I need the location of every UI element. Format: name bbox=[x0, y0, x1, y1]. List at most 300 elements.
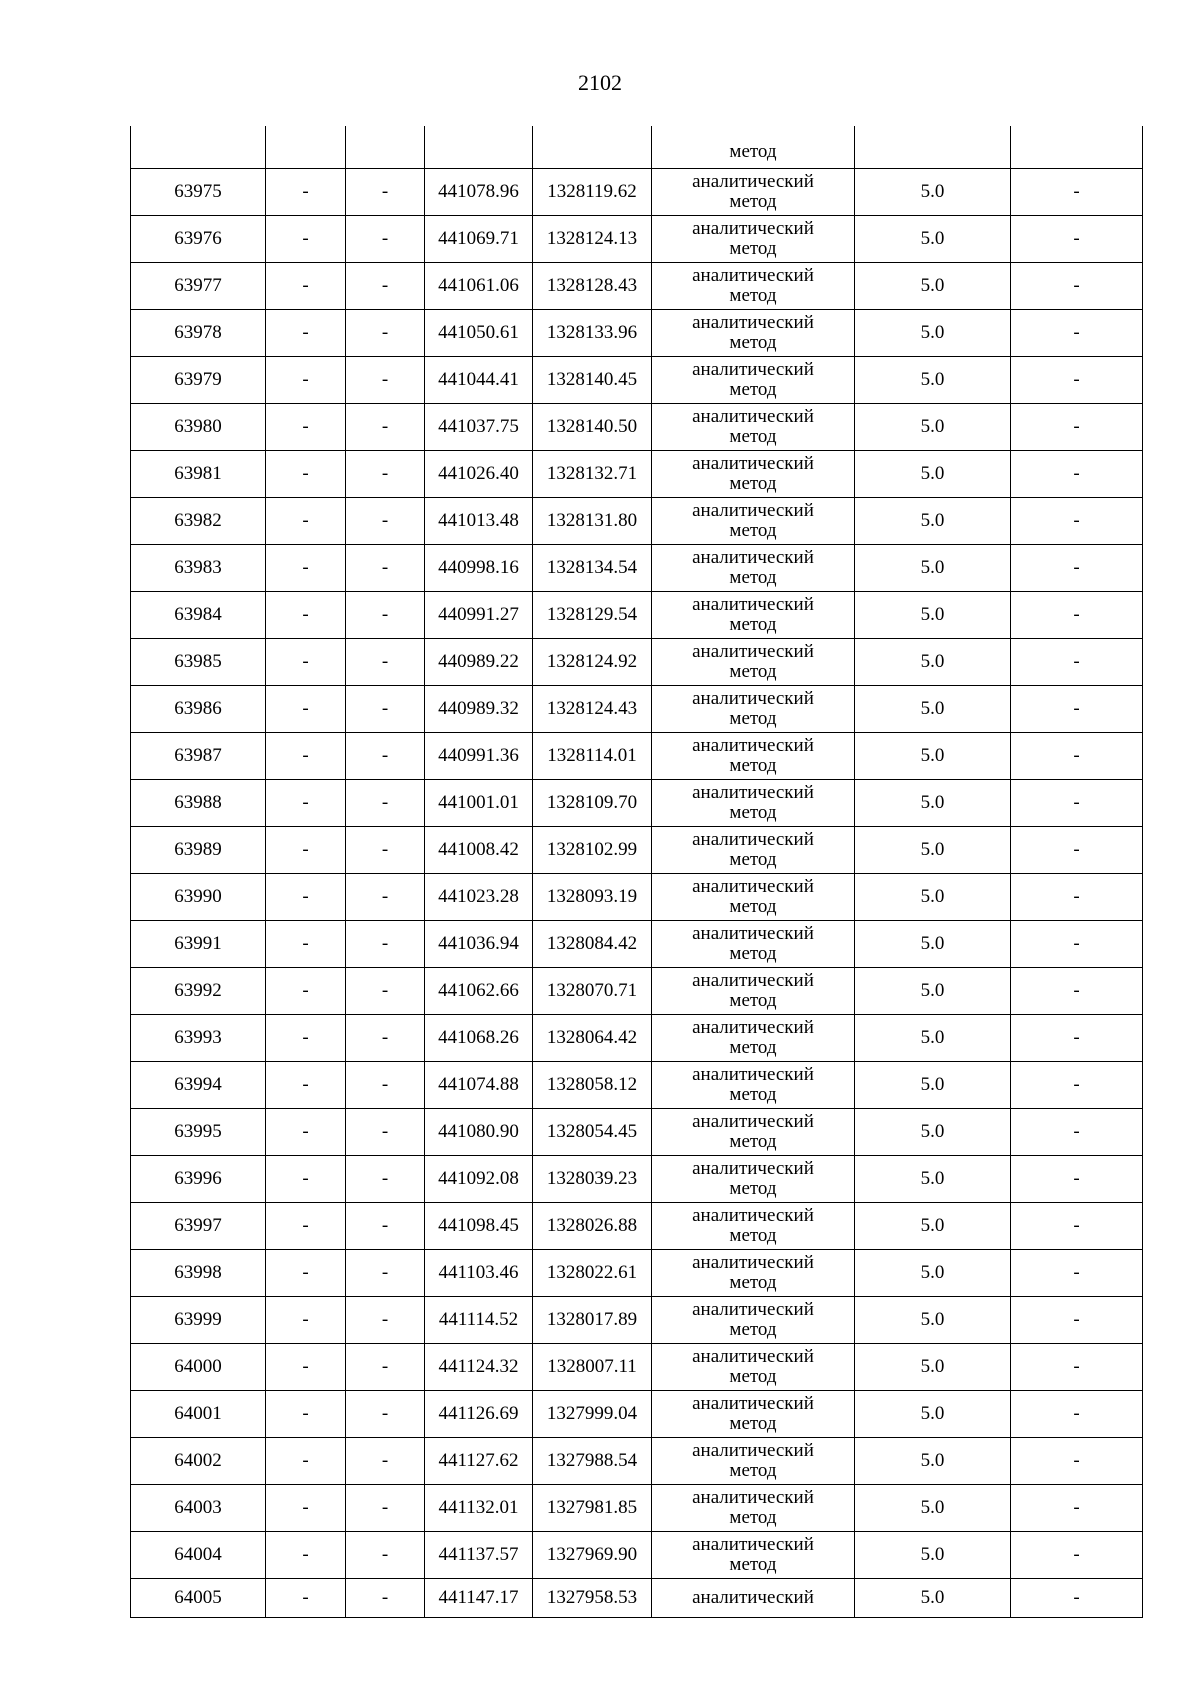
cell-num: 63991 bbox=[131, 921, 266, 968]
method-line-2: метод bbox=[729, 849, 777, 870]
cell-c2: - bbox=[266, 216, 346, 263]
method-line-1: аналитический bbox=[692, 1299, 814, 1320]
method-line-2: метод bbox=[729, 520, 777, 541]
cell-accuracy: 5.0 bbox=[855, 310, 1011, 357]
method-line-2: метод bbox=[729, 379, 777, 400]
method-line-2: метод bbox=[729, 708, 777, 729]
cell-y: 1328022.61 bbox=[533, 1250, 652, 1297]
cell-c8: - bbox=[1011, 1438, 1143, 1485]
cell-accuracy: 5.0 bbox=[855, 686, 1011, 733]
cell-accuracy: 5.0 bbox=[855, 1579, 1011, 1618]
cell-method: метод bbox=[652, 126, 855, 169]
method-line-2: метод bbox=[729, 426, 777, 447]
table-row bbox=[131, 921, 1143, 968]
cell-x: 441092.08 bbox=[425, 1156, 533, 1203]
cell-y: 1328109.70 bbox=[533, 780, 652, 827]
table-row bbox=[131, 1062, 1143, 1109]
cell-c3: - bbox=[346, 310, 425, 357]
cell-accuracy: 5.0 bbox=[855, 780, 1011, 827]
method-line-2: метод bbox=[729, 285, 777, 306]
cell-x: 441127.62 bbox=[425, 1438, 533, 1485]
cell-num: 63999 bbox=[131, 1297, 266, 1344]
cell-x: 441080.90 bbox=[425, 1109, 533, 1156]
cell-method bbox=[652, 592, 855, 639]
cell-accuracy: 5.0 bbox=[855, 1109, 1011, 1156]
cell-y bbox=[533, 126, 652, 169]
cell-num: 63989 bbox=[131, 827, 266, 874]
cell-accuracy: 5.0 bbox=[855, 874, 1011, 921]
method-line-2: метод bbox=[729, 191, 777, 212]
cell-x: 441137.57 bbox=[425, 1532, 533, 1579]
cell-method bbox=[652, 780, 855, 827]
cell-num: 63980 bbox=[131, 404, 266, 451]
cell-accuracy: 5.0 bbox=[855, 451, 1011, 498]
cell-c3: - bbox=[346, 169, 425, 216]
cell-accuracy: 5.0 bbox=[855, 1250, 1011, 1297]
method-line-1: аналитический bbox=[692, 923, 814, 944]
cell-x: 441069.71 bbox=[425, 216, 533, 263]
method-line-1: аналитический bbox=[692, 641, 814, 662]
method-line-1: аналитический bbox=[692, 312, 814, 333]
cell-y: 1328007.11 bbox=[533, 1344, 652, 1391]
cell-c2: - bbox=[266, 1438, 346, 1485]
cell-method bbox=[652, 1297, 855, 1344]
cell-accuracy: 5.0 bbox=[855, 968, 1011, 1015]
cell-method bbox=[652, 921, 855, 968]
cell-c2: - bbox=[266, 451, 346, 498]
cell-y: 1328129.54 bbox=[533, 592, 652, 639]
cell-y: 1328058.12 bbox=[533, 1062, 652, 1109]
method-line-2: метод bbox=[729, 1507, 777, 1528]
method-line-2: метод bbox=[729, 1319, 777, 1340]
cell-accuracy: 5.0 bbox=[855, 357, 1011, 404]
cell-accuracy: 5.0 bbox=[855, 733, 1011, 780]
cell-y: 1328124.43 bbox=[533, 686, 652, 733]
method-line-2: метод bbox=[729, 1037, 777, 1058]
method-line-1: аналитический bbox=[692, 688, 814, 709]
cell-c2: - bbox=[266, 1109, 346, 1156]
cell-x: 441023.28 bbox=[425, 874, 533, 921]
method-line-1: аналитический bbox=[692, 1587, 814, 1608]
cell-c3: - bbox=[346, 1297, 425, 1344]
cell-c3: - bbox=[346, 1062, 425, 1109]
cell-x: 441013.48 bbox=[425, 498, 533, 545]
cell-method bbox=[652, 639, 855, 686]
cell-method bbox=[652, 1532, 855, 1579]
method-line-1: аналитический bbox=[692, 265, 814, 286]
cell-c8: - bbox=[1011, 1203, 1143, 1250]
cell-num: 63976 bbox=[131, 216, 266, 263]
cell-accuracy: 5.0 bbox=[855, 1156, 1011, 1203]
cell-x bbox=[425, 126, 533, 169]
cell-method bbox=[652, 545, 855, 592]
method-line-1: аналитический bbox=[692, 171, 814, 192]
page-number: 2102 bbox=[578, 70, 622, 95]
cell-c2: - bbox=[266, 1391, 346, 1438]
cell-c8: - bbox=[1011, 639, 1143, 686]
cell-accuracy: 5.0 bbox=[855, 1297, 1011, 1344]
cell-method bbox=[652, 451, 855, 498]
cell-num: 63996 bbox=[131, 1156, 266, 1203]
table-row bbox=[131, 169, 1143, 216]
cell-num: 63985 bbox=[131, 639, 266, 686]
cell-c3: - bbox=[346, 1485, 425, 1532]
cell-c3: - bbox=[346, 545, 425, 592]
table-row bbox=[131, 639, 1143, 686]
cell-x: 441026.40 bbox=[425, 451, 533, 498]
cell-accuracy: 5.0 bbox=[855, 827, 1011, 874]
table-row bbox=[131, 1109, 1143, 1156]
method-line-1: аналитический bbox=[692, 500, 814, 521]
cell-num: 63986 bbox=[131, 686, 266, 733]
cell-y: 1328140.50 bbox=[533, 404, 652, 451]
cell-x: 440991.36 bbox=[425, 733, 533, 780]
cell-accuracy: 5.0 bbox=[855, 1062, 1011, 1109]
table-row bbox=[131, 1250, 1143, 1297]
cell-y: 1328133.96 bbox=[533, 310, 652, 357]
cell-method bbox=[652, 1062, 855, 1109]
cell-x: 441037.75 bbox=[425, 404, 533, 451]
cell-num: 63977 bbox=[131, 263, 266, 310]
cell-accuracy bbox=[855, 126, 1011, 169]
cell-y: 1328131.80 bbox=[533, 498, 652, 545]
cell-num: 63984 bbox=[131, 592, 266, 639]
cell-c2: - bbox=[266, 780, 346, 827]
table-row bbox=[131, 733, 1143, 780]
method-line-2: метод bbox=[729, 896, 777, 917]
cell-c8: - bbox=[1011, 451, 1143, 498]
cell-c2: - bbox=[266, 498, 346, 545]
cell-c3: - bbox=[346, 1579, 425, 1618]
table-row bbox=[131, 968, 1143, 1015]
table-row bbox=[131, 310, 1143, 357]
cell-c2: - bbox=[266, 639, 346, 686]
table-row bbox=[131, 874, 1143, 921]
cell-method bbox=[652, 357, 855, 404]
cell-accuracy: 5.0 bbox=[855, 1203, 1011, 1250]
table-row bbox=[131, 1156, 1143, 1203]
cell-x: 441114.52 bbox=[425, 1297, 533, 1344]
cell-c3: - bbox=[346, 451, 425, 498]
cell-y: 1328064.42 bbox=[533, 1015, 652, 1062]
cell-method bbox=[652, 1391, 855, 1438]
table-row bbox=[131, 1579, 1143, 1618]
method-line-1: аналитический bbox=[692, 453, 814, 474]
cell-c3: - bbox=[346, 827, 425, 874]
cell-x: 441132.01 bbox=[425, 1485, 533, 1532]
cell-c3: - bbox=[346, 968, 425, 1015]
cell-method bbox=[652, 733, 855, 780]
cell-c2: - bbox=[266, 968, 346, 1015]
cell-x: 441078.96 bbox=[425, 169, 533, 216]
cell-c8: - bbox=[1011, 874, 1143, 921]
cell-c8: - bbox=[1011, 686, 1143, 733]
cell-c8: - bbox=[1011, 1109, 1143, 1156]
cell-c8: - bbox=[1011, 404, 1143, 451]
method-line-2: метод bbox=[729, 567, 777, 588]
method-line-1: аналитический bbox=[692, 876, 814, 897]
cell-c3: - bbox=[346, 921, 425, 968]
cell-x: 441103.46 bbox=[425, 1250, 533, 1297]
cell-y: 1328124.92 bbox=[533, 639, 652, 686]
method-line-2: метод bbox=[729, 1366, 777, 1387]
cell-c8: - bbox=[1011, 827, 1143, 874]
cell-method bbox=[652, 1156, 855, 1203]
method-line-2: метод bbox=[729, 1272, 777, 1293]
cell-c8: - bbox=[1011, 1062, 1143, 1109]
cell-x: 441062.66 bbox=[425, 968, 533, 1015]
cell-c8: - bbox=[1011, 263, 1143, 310]
cell-x: 441050.61 bbox=[425, 310, 533, 357]
cell-x: 440998.16 bbox=[425, 545, 533, 592]
cell-num: 63998 bbox=[131, 1250, 266, 1297]
cell-y: 1328084.42 bbox=[533, 921, 652, 968]
cell-num bbox=[131, 126, 266, 169]
continuation-row bbox=[131, 126, 1143, 169]
cell-y: 1328017.89 bbox=[533, 1297, 652, 1344]
cell-num: 63993 bbox=[131, 1015, 266, 1062]
cell-accuracy: 5.0 bbox=[855, 1532, 1011, 1579]
table-row bbox=[131, 357, 1143, 404]
cell-c2: - bbox=[266, 921, 346, 968]
cell-num: 63981 bbox=[131, 451, 266, 498]
cell-num: 63990 bbox=[131, 874, 266, 921]
cell-c8: - bbox=[1011, 498, 1143, 545]
cell-method bbox=[652, 1203, 855, 1250]
cell-method bbox=[652, 310, 855, 357]
method-line-2: метод bbox=[729, 1460, 777, 1481]
cell-c2: - bbox=[266, 1532, 346, 1579]
cell-c8: - bbox=[1011, 310, 1143, 357]
cell-num: 64005 bbox=[131, 1579, 266, 1618]
method-line-1: аналитический bbox=[692, 829, 814, 850]
table-row bbox=[131, 1532, 1143, 1579]
cell-accuracy: 5.0 bbox=[855, 263, 1011, 310]
cell-num: 64003 bbox=[131, 1485, 266, 1532]
method-line-2: метод bbox=[729, 661, 777, 682]
cell-num: 63975 bbox=[131, 169, 266, 216]
cell-c3: - bbox=[346, 1344, 425, 1391]
cell-c2: - bbox=[266, 169, 346, 216]
cell-x: 441098.45 bbox=[425, 1203, 533, 1250]
cell-c2: - bbox=[266, 1344, 346, 1391]
cell-accuracy: 5.0 bbox=[855, 545, 1011, 592]
cell-c3: - bbox=[346, 780, 425, 827]
cell-c3: - bbox=[346, 1532, 425, 1579]
cell-x: 440991.27 bbox=[425, 592, 533, 639]
cell-y: 1328026.88 bbox=[533, 1203, 652, 1250]
method-line-1: аналитический bbox=[692, 1111, 814, 1132]
method-line-1: аналитический bbox=[692, 1487, 814, 1508]
cell-c8: - bbox=[1011, 1532, 1143, 1579]
cell-method bbox=[652, 1485, 855, 1532]
cell-y: 1328128.43 bbox=[533, 263, 652, 310]
cell-accuracy: 5.0 bbox=[855, 1015, 1011, 1062]
method-line-1: аналитический bbox=[692, 1252, 814, 1273]
cell-y: 1328102.99 bbox=[533, 827, 652, 874]
cell-accuracy: 5.0 bbox=[855, 1485, 1011, 1532]
cell-c2: - bbox=[266, 874, 346, 921]
table-row bbox=[131, 686, 1143, 733]
cell-num: 63995 bbox=[131, 1109, 266, 1156]
method-line-2: метод bbox=[729, 614, 777, 635]
cell-y: 1328119.62 bbox=[533, 169, 652, 216]
cell-x: 441008.42 bbox=[425, 827, 533, 874]
method-line-1: аналитический bbox=[692, 1158, 814, 1179]
method-line-2: метод bbox=[729, 473, 777, 494]
method-line-2: метод bbox=[729, 1178, 777, 1199]
cell-c8: - bbox=[1011, 1344, 1143, 1391]
cell-accuracy: 5.0 bbox=[855, 639, 1011, 686]
cell-num: 63997 bbox=[131, 1203, 266, 1250]
cell-c3: - bbox=[346, 263, 425, 310]
cell-c3: - bbox=[346, 1438, 425, 1485]
cell-method bbox=[652, 874, 855, 921]
cell-accuracy: 5.0 bbox=[855, 216, 1011, 263]
method-line-1: аналитический bbox=[692, 1534, 814, 1555]
cell-method bbox=[652, 404, 855, 451]
cell-x: 441147.17 bbox=[425, 1579, 533, 1618]
table-row bbox=[131, 545, 1143, 592]
method-line-2: метод bbox=[729, 802, 777, 823]
cell-y: 1328039.23 bbox=[533, 1156, 652, 1203]
cell-accuracy: 5.0 bbox=[855, 404, 1011, 451]
cell-num: 64002 bbox=[131, 1438, 266, 1485]
cell-method bbox=[652, 216, 855, 263]
cell-c2: - bbox=[266, 545, 346, 592]
cell-y: 1328093.19 bbox=[533, 874, 652, 921]
cell-y: 1327999.04 bbox=[533, 1391, 652, 1438]
cell-c3: - bbox=[346, 404, 425, 451]
cell-x: 440989.22 bbox=[425, 639, 533, 686]
table-row bbox=[131, 216, 1143, 263]
cell-c8: - bbox=[1011, 592, 1143, 639]
table-row bbox=[131, 451, 1143, 498]
cell-c8: - bbox=[1011, 545, 1143, 592]
cell-num: 64004 bbox=[131, 1532, 266, 1579]
method-line-1: аналитический bbox=[692, 1205, 814, 1226]
cell-accuracy: 5.0 bbox=[855, 1438, 1011, 1485]
method-line-1: аналитический bbox=[692, 594, 814, 615]
cell-num: 63982 bbox=[131, 498, 266, 545]
table-row bbox=[131, 1203, 1143, 1250]
cell-method bbox=[652, 1015, 855, 1062]
table-row bbox=[131, 263, 1143, 310]
method-line-1: аналитический bbox=[692, 1346, 814, 1367]
cell-c2: - bbox=[266, 686, 346, 733]
cell-accuracy: 5.0 bbox=[855, 169, 1011, 216]
cell-method bbox=[652, 169, 855, 216]
cell-y: 1328070.71 bbox=[533, 968, 652, 1015]
cell-c2: - bbox=[266, 1250, 346, 1297]
cell-y: 1328140.45 bbox=[533, 357, 652, 404]
method-line-1: аналитический bbox=[692, 547, 814, 568]
cell-c8 bbox=[1011, 126, 1143, 169]
cell-method bbox=[652, 968, 855, 1015]
method-line-1: аналитический bbox=[692, 735, 814, 756]
cell-c3: - bbox=[346, 498, 425, 545]
cell-accuracy: 5.0 bbox=[855, 1344, 1011, 1391]
cell-num: 63992 bbox=[131, 968, 266, 1015]
cell-y: 1327958.53 bbox=[533, 1579, 652, 1618]
cell-c8: - bbox=[1011, 921, 1143, 968]
method-line-1: аналитический bbox=[692, 359, 814, 380]
cell-c2: - bbox=[266, 733, 346, 780]
method-line-2: метод bbox=[729, 1225, 777, 1246]
cell-c3: - bbox=[346, 639, 425, 686]
cell-c2: - bbox=[266, 357, 346, 404]
cell-num: 63988 bbox=[131, 780, 266, 827]
table-row bbox=[131, 1344, 1143, 1391]
cell-c3: - bbox=[346, 1391, 425, 1438]
cell-c3: - bbox=[346, 216, 425, 263]
cell-y: 1327969.90 bbox=[533, 1532, 652, 1579]
cell-c2: - bbox=[266, 1485, 346, 1532]
cell-num: 63978 bbox=[131, 310, 266, 357]
table-row bbox=[131, 592, 1143, 639]
cell-c3: - bbox=[346, 1015, 425, 1062]
cell-c3: - bbox=[346, 592, 425, 639]
cell-method bbox=[652, 827, 855, 874]
cell-y: 1328132.71 bbox=[533, 451, 652, 498]
cell-c3: - bbox=[346, 733, 425, 780]
cell-c8: - bbox=[1011, 1156, 1143, 1203]
cell-c2: - bbox=[266, 404, 346, 451]
table-row bbox=[131, 780, 1143, 827]
cell-x: 440989.32 bbox=[425, 686, 533, 733]
cell-x: 441001.01 bbox=[425, 780, 533, 827]
cell-num: 63987 bbox=[131, 733, 266, 780]
cell-c8: - bbox=[1011, 733, 1143, 780]
cell-c3: - bbox=[346, 1250, 425, 1297]
method-line-2: метод bbox=[729, 1413, 777, 1434]
cell-num: 63979 bbox=[131, 357, 266, 404]
method-line-1: аналитический bbox=[692, 1440, 814, 1461]
method-line-2: метод bbox=[729, 1084, 777, 1105]
cell-c2: - bbox=[266, 1579, 346, 1618]
method-line-1: аналитический bbox=[692, 1017, 814, 1038]
method-line-2: метод bbox=[729, 943, 777, 964]
method-line-1: аналитический bbox=[692, 406, 814, 427]
cell-c8: - bbox=[1011, 216, 1143, 263]
cell-c8: - bbox=[1011, 1250, 1143, 1297]
cell-c3: - bbox=[346, 1156, 425, 1203]
cell-y: 1327981.85 bbox=[533, 1485, 652, 1532]
cell-c3: - bbox=[346, 1203, 425, 1250]
table-row bbox=[131, 1297, 1143, 1344]
cell-c2: - bbox=[266, 1156, 346, 1203]
cell-x: 441124.32 bbox=[425, 1344, 533, 1391]
method-line-2: метод bbox=[729, 332, 777, 353]
cell-c2: - bbox=[266, 310, 346, 357]
method-line-2: метод bbox=[729, 755, 777, 776]
cell-c2: - bbox=[266, 1297, 346, 1344]
cell-y: 1328114.01 bbox=[533, 733, 652, 780]
cell-c3: - bbox=[346, 357, 425, 404]
cell-y: 1327988.54 bbox=[533, 1438, 652, 1485]
cell-y: 1328124.13 bbox=[533, 216, 652, 263]
method-line-2: метод bbox=[729, 238, 777, 259]
cell-y: 1328134.54 bbox=[533, 545, 652, 592]
cell-c8: - bbox=[1011, 1391, 1143, 1438]
coordinates-table bbox=[130, 126, 1143, 1618]
cell-c2: - bbox=[266, 1203, 346, 1250]
cell-c2: - bbox=[266, 1062, 346, 1109]
cell-num: 64001 bbox=[131, 1391, 266, 1438]
table-row bbox=[131, 404, 1143, 451]
cell-x: 441068.26 bbox=[425, 1015, 533, 1062]
cell-c8: - bbox=[1011, 357, 1143, 404]
